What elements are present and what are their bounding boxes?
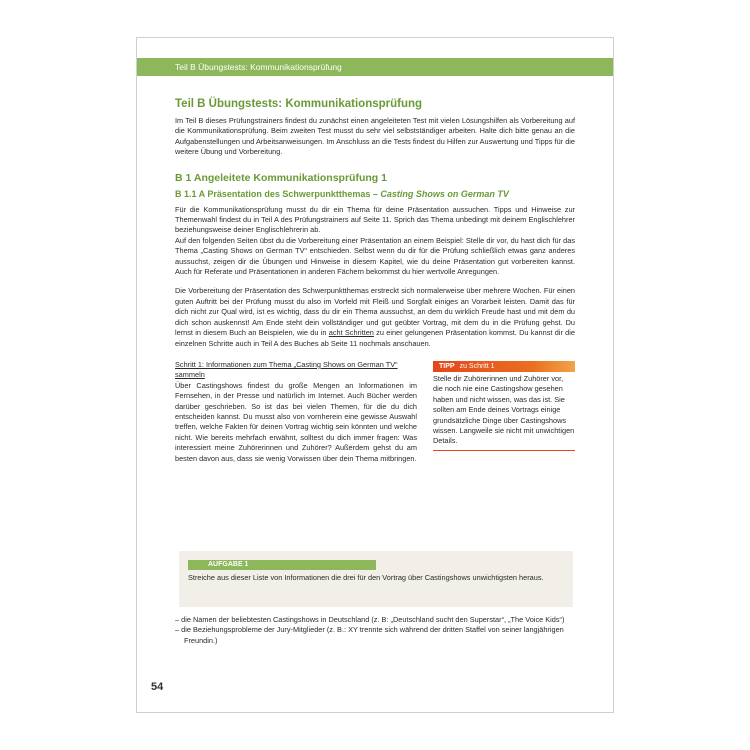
book-page (136, 37, 614, 713)
tipp-text: Stelle dir Zuhörerinnen und Zuhörer vor, die noch nie eine Castingshow gesehen haben und nicht wissen, was das ist. Sie sollten am Ende deines Vortrags einige grundsätzliche Dinge über Castingshows wissen. Langweile sie nicht mit unwichtigen Details. (433, 372, 575, 451)
step-1-title: Schritt 1: Informationen zum Thema „Casting Shows on German TV“ sammeln (175, 359, 398, 380)
tipp-label: TIPP (439, 362, 455, 370)
subsection-title-italic: Casting Shows on German TV (380, 188, 509, 199)
paragraph-3-underlined: acht Schritten (328, 328, 374, 338)
subsection-title-prefix: B 1.1 A Präsentation des Schwerpunktthemas – (175, 188, 381, 199)
list-item: – die Beziehungsprobleme der Jury-Mitglieder (z. B.: XY trennte sich während der dritten Staffel von seiner langjährigen Freundin.) (175, 625, 564, 645)
running-header: Teil B Übungstests: Kommunikationsprüfung (137, 58, 613, 76)
main-title: Teil B Übungstests: Kommunikationsprüfung (175, 98, 423, 110)
tipp-box (433, 361, 575, 451)
list-item: – die Namen der beliebtesten Castingshows in Deutschland (z. B: „Deutschland sucht den Superstar“, „The Voice Kids“) (175, 615, 565, 624)
paragraph-3-start: Die Vorbereitung der Präsentation des Schwerpunktthemas erstreckt sich normalerweise über mehrere Wochen. Für einen guten Auftritt bei der Prüfung musst du also im Vorfeld mit Fleiß und Sorgfalt einiges an Vorarbeit leisten. Damit das für dich nicht zur Qual wird, ist es wichtig, dass du dir ein Thema aussuchst, an dem du wirklich Freude hast und mit dem du dich schon auskennst! Am Ende steht dein vollständiger und gut geübter Vortrag, mit dem du in die Prüfung gehst. Du lernst in diesem Buch an Beispielen, wie du in (175, 286, 575, 338)
page-content (175, 98, 575, 490)
intro-paragraph: Im Teil B dieses Prüfungstrainers findest du zunächst einen angeleiteten Test mit vielen Lösungshilfen als Vorbereitung auf die Kommunikationsprüfung. Beim zweiten Test musst du sehr viel selbstständiger arbeiten. Halte dich bitte genau an die Aufgabenstellungen und Arbeitsanweisungen. Im Anschluss an die Tests findest du Hilfen zur Auswertung und Tipps für die weitere Übung und Vorbereitung. (175, 116, 575, 157)
aufgabe-text: Streiche aus dieser Liste von Informationen die drei für den Vortrag über Castingshows unwichtigsten heraus. (188, 573, 544, 582)
tipp-header (433, 361, 575, 372)
information-list (175, 615, 580, 646)
subsection-title (175, 189, 575, 199)
step-1-text: Über Castingshows findest du große Mengen an Informationen im Fernsehen, in der Presse und natürlich im Internet. Auch Bücher werden darüber geschrieben. So ist das bei vielen Themen, für die du dich entscheiden kannst. Du musst also von vornherein eine gewisse Auswahl treffen, welche Fakten für deinen Vortrag wichtig sein könnten und welche nicht. Wie bereits mehrfach erwähnt, solltest du dich immer fragen: Was interessiert meine Zuhörerinnen und Zuhörer? Außerdem gehst du am besten davon aus, dass sie wenig Vorwissen über dein Thema mitbringen. (175, 380, 417, 463)
page-number: 54 (151, 681, 164, 693)
paragraph-3-end: zu einer gelungenen Präsentation kommst. Du kannst dir die einzelnen Schritte auch in Teil A des Buches ab Seite 11 nochmals anschauen. (175, 328, 575, 348)
step-1-column (175, 360, 417, 464)
tipp-reference: zu Schritt 1 (459, 362, 495, 370)
aufgabe-box (179, 551, 573, 607)
section-title: B 1 Angeleitete Kommunikationsprüfung 1 (175, 171, 387, 184)
paragraph-3 (175, 286, 575, 348)
paragraph-1: Für die Kommunikationsprüfung musst du dir ein Thema für deine Präsentation aussuchen. Tipps und Hinweise zur Themenwahl findest du in Teil A des Prüfungstrainers auf Seite 11. Sprich das Thema unbedingt mit deinem Englischlehrer beziehungsweise deiner Englischlehrerin ab. (175, 204, 575, 235)
paragraph-2: Auf den folgenden Seiten übst du die Vorbereitung einer Präsentation an einem Beispiel: Stelle dir vor, du hast dich für das Thema „Casting Shows on German TV“ entschieden. Selbst wenn du dir für die Prüfung schließlich etwas ganz anderes aussuchst, zeigen dir die Übungen und Hinweise in diesem Kapitel, wie du deine Präsentation gut vorbereiten kannst. Auch für Referate und Präsentationen in anderen Fächern bekommst du hier wertvolle Anregungen. (175, 235, 575, 277)
aufgabe-label: AUFGABE 1 (188, 560, 376, 570)
step-1-block (175, 360, 575, 490)
